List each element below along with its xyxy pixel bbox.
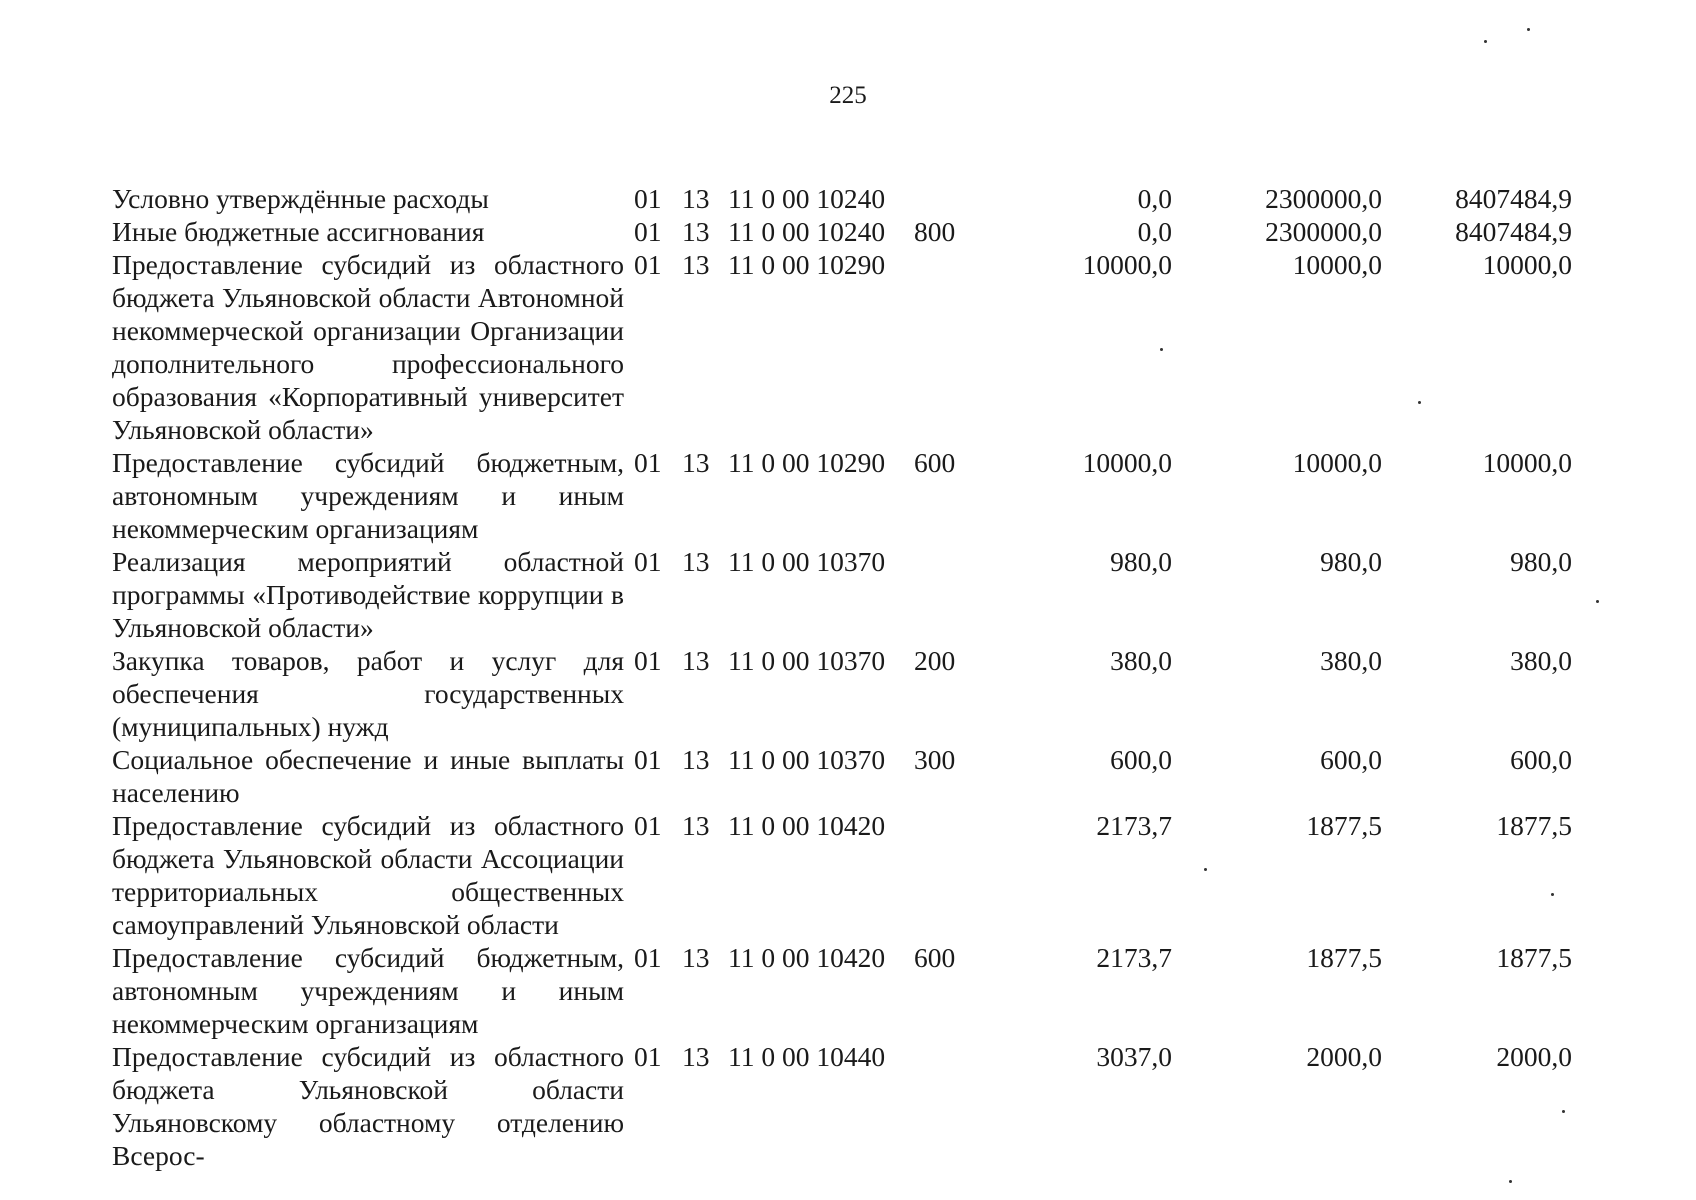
- table-row: [112, 215, 1572, 248]
- amount-year-3: 10000,0: [1482, 249, 1572, 280]
- scan-speck: [1562, 1110, 1565, 1113]
- row-description: Предоставление субсидий бюджетным, автономным учреждениям и иным некоммерческим организациям: [112, 942, 624, 1039]
- page-number: 225: [829, 82, 867, 109]
- section-code: 01: [634, 546, 662, 577]
- subsection-code: 13: [682, 447, 710, 478]
- expense-type-code: [914, 545, 984, 644]
- table-body: [112, 182, 1572, 1172]
- subsection-code: 13: [682, 1041, 710, 1072]
- scan-speck: [1509, 1180, 1512, 1183]
- expense-type-code: 600: [914, 942, 956, 973]
- row-description: Предоставление субсидий бюджетным, автономным учреждениям и иным некоммерческим организациям: [112, 447, 624, 544]
- section-code: 01: [634, 1041, 662, 1072]
- amount-year-2: 2000,0: [1306, 1041, 1382, 1072]
- row-description: Условно утверждённые расходы: [112, 183, 489, 214]
- subsection-code: 13: [682, 249, 710, 280]
- section-code: 01: [634, 942, 662, 973]
- expense-type-code: 200: [914, 645, 956, 676]
- amount-year-2: 380,0: [1320, 645, 1382, 676]
- table-row: [112, 809, 1572, 941]
- amount-year-3: 10000,0: [1482, 447, 1572, 478]
- amount-year-2: 10000,0: [1292, 249, 1382, 280]
- amount-year-2: 2300000,0: [1265, 216, 1382, 247]
- scan-speck: [1596, 600, 1599, 603]
- scan-speck: [1484, 40, 1487, 43]
- section-code: 01: [634, 447, 662, 478]
- table-row: [112, 182, 1572, 215]
- subsection-code: 13: [682, 546, 710, 577]
- amount-year-3: 600,0: [1510, 744, 1572, 775]
- amount-year-2: 2300000,0: [1265, 183, 1382, 214]
- table-row: [112, 446, 1572, 545]
- target-article-code: 11 0 00 10370: [728, 744, 886, 775]
- row-description: Реализация мероприятий областной программы «Противодействие коррупции в Ульяновской области»: [112, 546, 624, 643]
- section-code: 01: [634, 216, 662, 247]
- expense-type-code: [914, 1040, 984, 1172]
- amount-year-1: 0,0: [1137, 216, 1172, 247]
- amount-year-1: 600,0: [1110, 744, 1172, 775]
- target-article-code: 11 0 00 10240: [728, 216, 886, 247]
- expense-type-code: 300: [914, 744, 956, 775]
- target-article-code: 11 0 00 10290: [728, 447, 886, 478]
- row-description: Закупка товаров, работ и услуг для обеспечения государственных (муниципальных) нужд: [112, 645, 624, 742]
- amount-year-1: 2173,7: [1096, 810, 1172, 841]
- amount-year-2: 600,0: [1320, 744, 1382, 775]
- amount-year-2: 980,0: [1320, 546, 1382, 577]
- amount-year-3: 380,0: [1510, 645, 1572, 676]
- table-row: [112, 941, 1572, 1040]
- section-code: 01: [634, 744, 662, 775]
- amount-year-1: 380,0: [1110, 645, 1172, 676]
- scan-speck: [1527, 28, 1530, 31]
- amount-year-1: 10000,0: [1082, 447, 1172, 478]
- expense-type-code: [914, 809, 984, 941]
- amount-year-1: 10000,0: [1082, 249, 1172, 280]
- amount-year-1: 2173,7: [1096, 942, 1172, 973]
- subsection-code: 13: [682, 810, 710, 841]
- section-code: 01: [634, 249, 662, 280]
- row-description: Социальное обеспечение и иные выплаты населению: [112, 744, 624, 808]
- row-description: Предоставление субсидий из областного бюджета Ульяновской области Ассоциации территориальных общественных самоуправлений Ульяновской области: [112, 810, 624, 940]
- target-article-code: 11 0 00 10440: [728, 1041, 886, 1072]
- amount-year-3: 1877,5: [1496, 810, 1572, 841]
- target-article-code: 11 0 00 10420: [728, 942, 886, 973]
- amount-year-2: 1877,5: [1306, 810, 1382, 841]
- scan-speck: [1418, 401, 1421, 404]
- table-row: [112, 743, 1572, 809]
- subsection-code: 13: [682, 183, 710, 214]
- subsection-code: 13: [682, 645, 710, 676]
- scan-speck: [1160, 348, 1163, 351]
- section-code: 01: [634, 810, 662, 841]
- target-article-code: 11 0 00 10290: [728, 249, 886, 280]
- table-row: [112, 644, 1572, 743]
- amount-year-1: 0,0: [1137, 183, 1172, 214]
- target-article-code: 11 0 00 10420: [728, 810, 886, 841]
- subsection-code: 13: [682, 216, 710, 247]
- row-description: Предоставление субсидий из областного бюджета Ульяновской области Ульяновскому областному отделению Всерос-: [112, 1041, 624, 1171]
- section-code: 01: [634, 645, 662, 676]
- subsection-code: 13: [682, 942, 710, 973]
- scan-speck: [1551, 893, 1554, 896]
- expense-type-code: 800: [914, 216, 956, 247]
- amount-year-3: 8407484,9: [1455, 183, 1572, 214]
- budget-table: [112, 182, 1572, 1172]
- section-code: 01: [634, 183, 662, 214]
- amount-year-3: 8407484,9: [1455, 216, 1572, 247]
- row-description: Иные бюджетные ассигнования: [112, 216, 485, 247]
- target-article-code: 11 0 00 10370: [728, 645, 886, 676]
- target-article-code: 11 0 00 10370: [728, 546, 886, 577]
- amount-year-3: 2000,0: [1496, 1041, 1572, 1072]
- amount-year-3: 980,0: [1510, 546, 1572, 577]
- table-row: [112, 1040, 1572, 1172]
- subsection-code: 13: [682, 744, 710, 775]
- amount-year-3: 1877,5: [1496, 942, 1572, 973]
- table-row: [112, 248, 1572, 446]
- scan-speck: [1204, 868, 1207, 871]
- amount-year-1: 3037,0: [1096, 1041, 1172, 1072]
- amount-year-2: 10000,0: [1292, 447, 1382, 478]
- table-row: [112, 545, 1572, 644]
- target-article-code: 11 0 00 10240: [728, 183, 886, 214]
- expense-type-code: [914, 248, 984, 446]
- row-description: Предоставление субсидий из областного бюджета Ульяновской области Автономной некоммерческой организации Организации дополнительного профессионального образования «Корпоративный университет Ульяновской области»: [112, 249, 624, 445]
- amount-year-1: 980,0: [1110, 546, 1172, 577]
- amount-year-2: 1877,5: [1306, 942, 1382, 973]
- expense-type-code: 600: [914, 447, 956, 478]
- expense-type-code: [914, 182, 984, 215]
